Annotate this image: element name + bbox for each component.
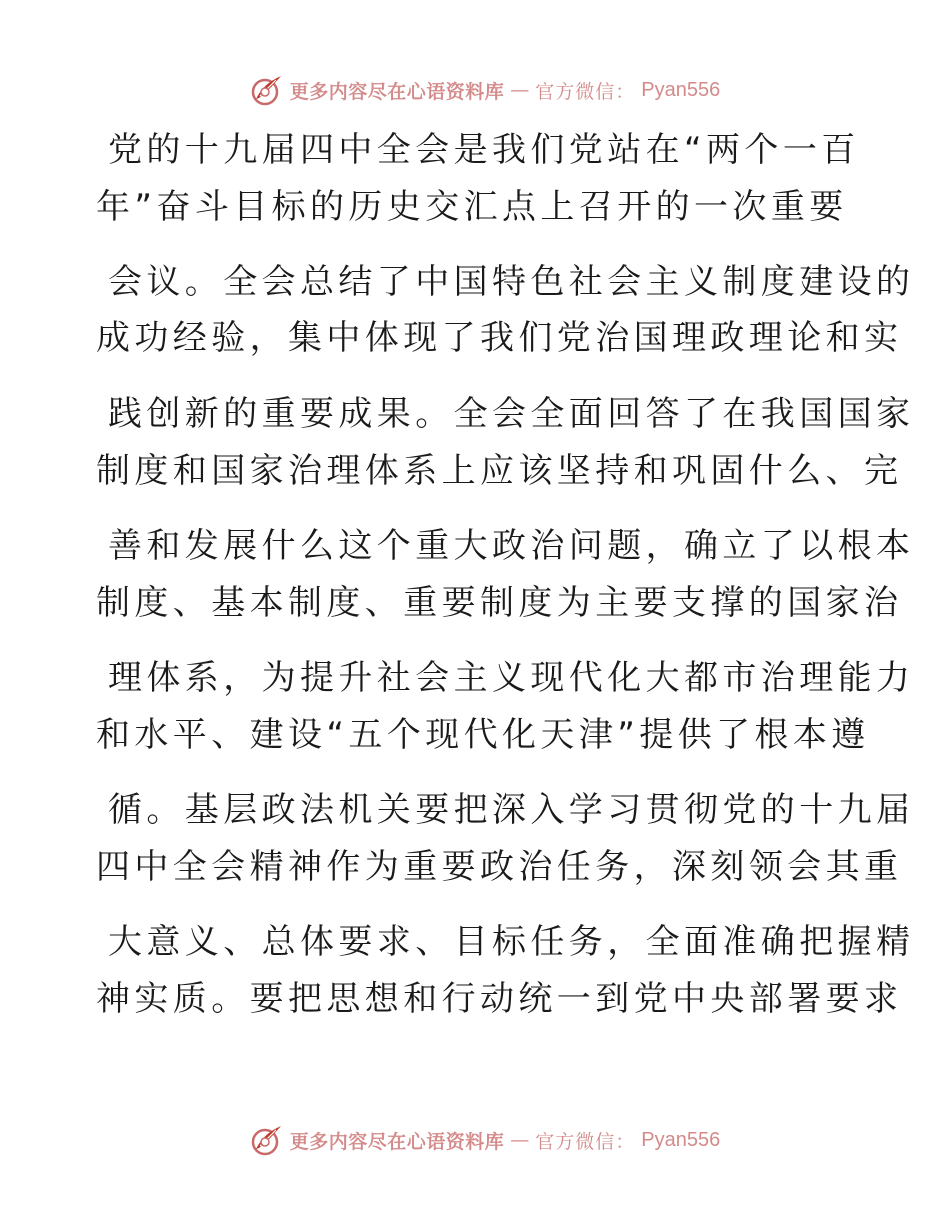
text-line: 党的十九届四中全会是我们党站在“两个一百 xyxy=(108,130,860,170)
watermark-dash: — xyxy=(510,79,530,101)
feather-pen-logo-icon xyxy=(250,73,284,107)
header-watermark xyxy=(0,70,950,110)
watermark-official: 官方微信： xyxy=(535,80,636,103)
text-line: 践创新的重要成果。全会全面回答了在我国国家 xyxy=(108,394,915,434)
text-line: 制度、基本制度、重要制度为主要支撑的国家治 xyxy=(96,583,903,623)
watermark-id: Pyan556 xyxy=(641,1128,721,1151)
text-line: 善和发展什么这个重大政治问题，确立了以根本 xyxy=(108,526,915,566)
text-line: 理体系，为提升社会主义现代化大都市治理能力 xyxy=(108,658,915,698)
footer-watermark xyxy=(0,1120,950,1160)
text-line: 和水平、建设“五个现代化天津”提供了根本遵 xyxy=(96,715,870,755)
text-line: 成功经验，集中体现了我们党治国理政理论和实 xyxy=(96,318,903,358)
watermark-id: Pyan556 xyxy=(641,78,721,101)
text-line: 大意义、总体要求、目标任务，全面准确把握精 xyxy=(108,922,915,962)
text-line: 会议。全会总结了中国特色社会主义制度建设的 xyxy=(108,262,915,302)
feather-pen-logo-icon xyxy=(250,1123,284,1157)
watermark-text: 更多内容尽在心语资料库 xyxy=(289,1130,505,1153)
watermark-text: 更多内容尽在心语资料库 xyxy=(289,80,505,103)
watermark-official: 官方微信： xyxy=(535,1130,636,1153)
text-line: 神实质。要把思想和行动统一到党中央部署要求 xyxy=(96,979,903,1019)
text-line: 四中全会精神作为重要政治任务，深刻领会其重 xyxy=(96,847,903,887)
watermark-group xyxy=(230,73,721,107)
text-line: 年”奋斗目标的历史交汇点上召开的一次重要 xyxy=(96,187,848,227)
text-line: 循。基层政法机关要把深入学习贯彻党的十九届 xyxy=(108,790,915,830)
text-line: 制度和国家治理体系上应该坚持和巩固什么、完 xyxy=(96,451,903,491)
watermark-dash: — xyxy=(510,1129,530,1151)
watermark-group xyxy=(230,1123,721,1157)
